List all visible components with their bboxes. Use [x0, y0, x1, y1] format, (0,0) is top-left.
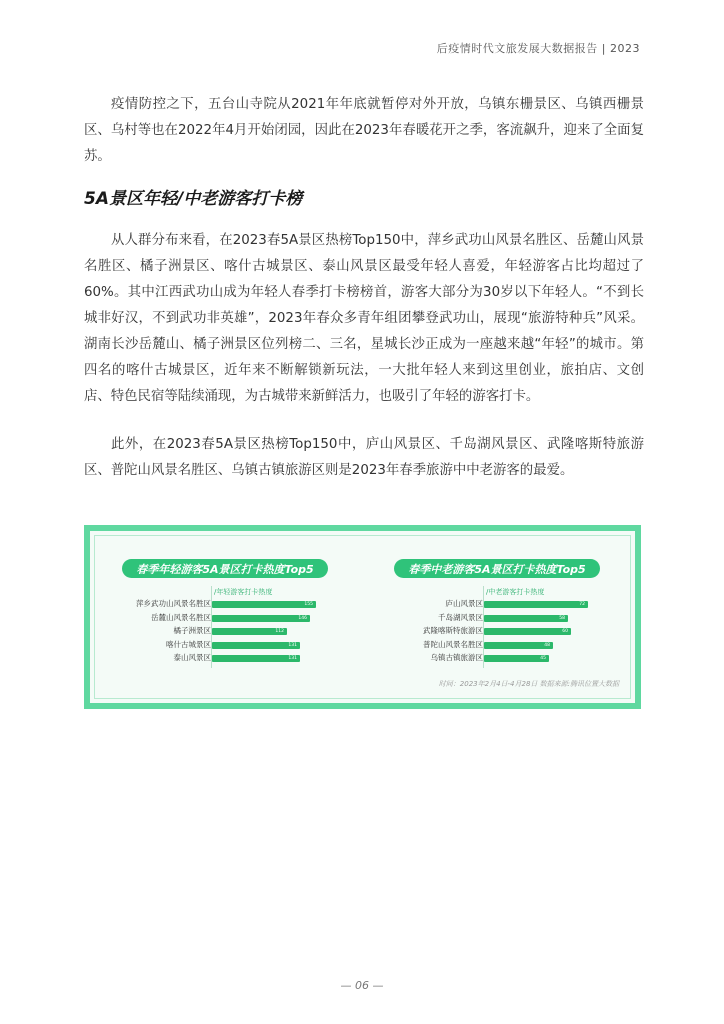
category-label: 喀什古城景区 [166, 639, 211, 649]
bar-value-label: 58 [559, 615, 565, 621]
chart-panel-inner [90, 531, 635, 703]
bar-value-label: 155 [304, 602, 313, 607]
data-bar [484, 655, 549, 662]
chart-row [116, 653, 356, 667]
chart-panel [84, 525, 641, 709]
bar-value-label: 72 [579, 602, 585, 607]
bar-value-label: 48 [544, 642, 550, 648]
data-bar [484, 615, 568, 622]
category-label: 泰山风景区 [173, 653, 211, 662]
chart-row [116, 640, 356, 654]
category-label: 乌镇古镇旅游区 [430, 653, 483, 662]
category-label: 千岛湖风景区 [438, 612, 483, 622]
bar-value-label: 131 [288, 642, 297, 648]
category-label: 普陀山风景名胜区 [423, 639, 483, 649]
data-bar [212, 655, 300, 662]
chart-row [388, 626, 628, 640]
bar-value-label: 131 [288, 656, 297, 661]
section-title: 5A景区年轻/中老游客打卡榜 [84, 189, 303, 209]
chart-rows-senior [388, 599, 628, 667]
chart-row [388, 599, 628, 613]
data-bar [212, 642, 300, 649]
bar-value-label: 45 [540, 656, 546, 661]
data-bar [212, 615, 310, 622]
paragraph-intro: 疫情防控之下，五台山寺院从2021年年底就暂停对外开放，乌镇东栅景区、乌镇西栅景区、乌村等也在2022年4月开始闭园，因此在2023年春暖花开之季，客流飙升，迎来了全面复苏。 [84, 97, 644, 164]
chart-title-young: 春季年轻游客5A景区打卡热度Top5 [122, 559, 328, 578]
category-label: 萍乡武功山风景名胜区 [136, 599, 211, 608]
report-header: 后疫情时代文旅发展大数据报告 | 2023 [436, 42, 640, 55]
category-label: 橘子洲景区 [173, 626, 211, 635]
chart-row [388, 613, 628, 627]
category-label: 武隆喀斯特旅游区 [423, 626, 483, 635]
paragraph-senior-visitors: 此外，在2023春5A景区热榜Top150中，庐山风景区、千岛湖风景区、武隆喀斯特旅游区、普陀山风景名胜区、乌镇古镇旅游区则是2023年春季旅游中中老游客的最爱。 [84, 437, 644, 478]
data-bar [484, 642, 553, 649]
bar-value-label: 112 [275, 629, 284, 634]
chart-rows-young [116, 599, 356, 667]
paragraph-young-visitors: 从人群分布来看，在2023春5A景区热榜Top150中，萍乡武功山风景名胜区、岳麓山风景名胜区、橘子洲景区、喀什古城景区、泰山风景区最受年轻人喜爱，年轻游客占比均超过了60%。其中江西武功山成为年轻人春季打卡榜榜首，游客大部分为30岁以下年轻人。“不到长城非好汉，不到武功非英雄”，2023年春众多青年组团攀登武功山，展现“旅游特种兵”风采。湖南长沙岳麓山、橘子洲景区位列榜二、三名，星城长沙正成为一座越来越“年轻”的城市。第四名的喀什古城景区，近年来不断解锁新玩法，一大批年轻人来到这里创业，旅拍店、文创店、特色民宿等陆续涌现，为古城带来新鲜活力，也吸引了年轻的游客打卡。 [84, 233, 644, 404]
category-label: 庐山风景区 [445, 599, 483, 608]
bar-value-label: 60 [562, 629, 568, 634]
chart-footnote: 时间：2023年2月4日-4月28日 数据来源:腾讯位置大数据 [438, 680, 619, 688]
chart-row [388, 640, 628, 654]
data-bar [212, 628, 287, 635]
data-bar [212, 601, 316, 608]
chart-title-senior: 春季中老游客5A景区打卡热度Top5 [394, 559, 600, 578]
chart-row [116, 599, 356, 613]
data-bar [484, 628, 571, 635]
bar-value-label: 146 [298, 615, 307, 621]
category-label: 岳麓山风景名胜区 [151, 612, 211, 622]
chart-row [116, 626, 356, 640]
data-bar [484, 601, 588, 608]
chart-legend-senior: /中老游客打卡热度 [486, 588, 545, 596]
page-number: — 06 — [340, 979, 384, 992]
chart-row [116, 613, 356, 627]
chart-legend-young: /年轻游客打卡热度 [214, 588, 273, 596]
chart-row [388, 653, 628, 667]
